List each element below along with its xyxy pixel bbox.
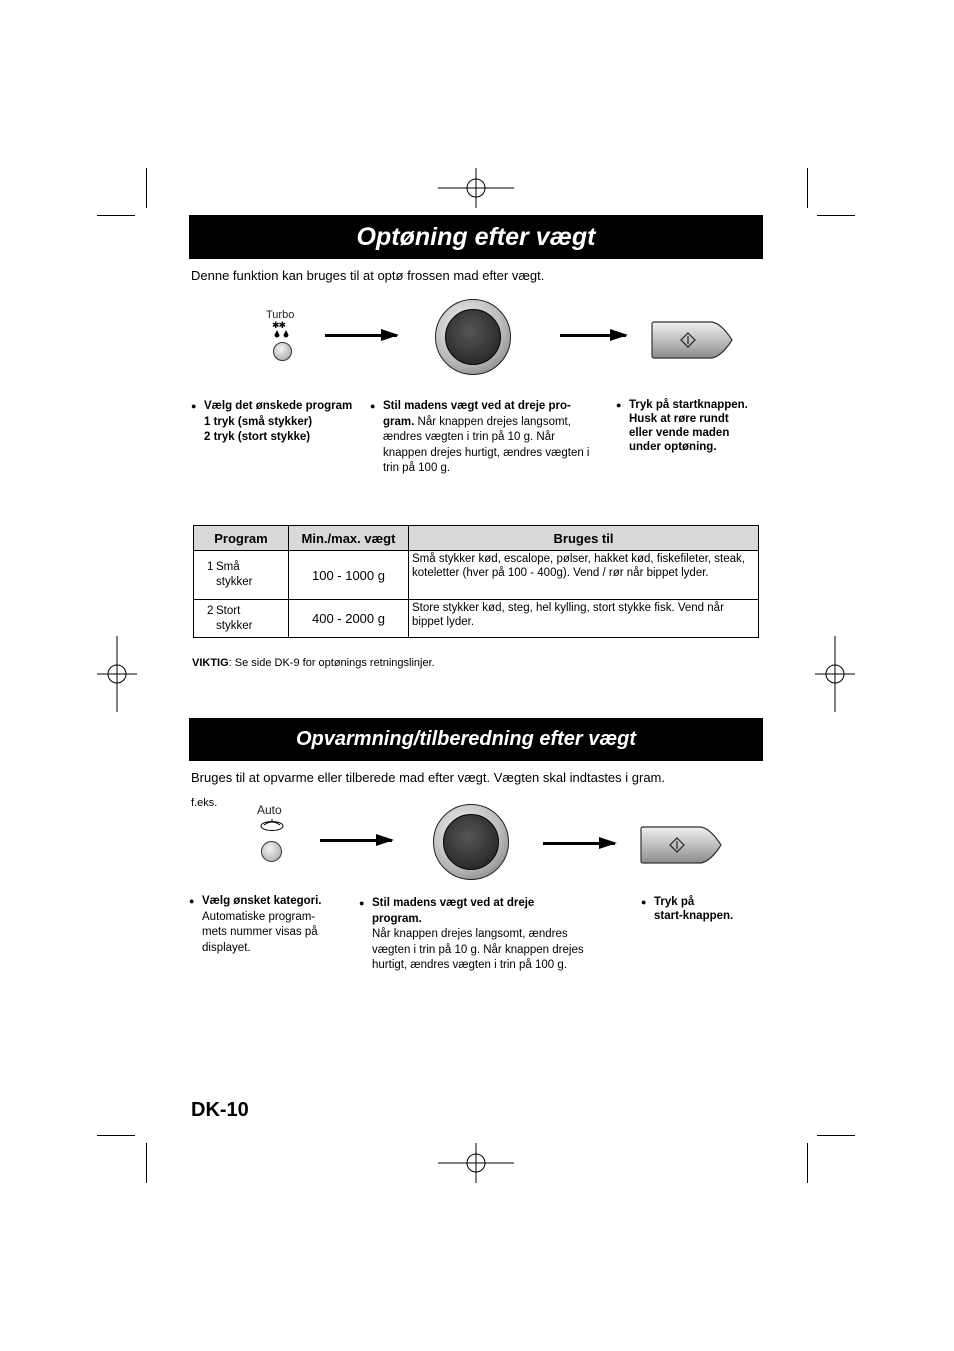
section-title-reheat: Opvarmning/tilberedning efter vægt <box>189 718 763 761</box>
crop-mark <box>97 215 135 216</box>
dial-knob <box>443 814 499 870</box>
start-button[interactable] <box>650 320 734 360</box>
registration-mark-left <box>97 636 137 712</box>
auto-label: Auto <box>257 803 282 817</box>
step-set-weight: ● Stil madens vægt ved at dreje pro- gram. Når knappen drejes langsomt, ændres vægten i trin på 10 g. Når knappen drejes hurtigt, ændres vægten i trin på 100 g. <box>370 400 590 474</box>
crop-mark <box>146 168 147 208</box>
bullet-icon: ● <box>191 401 197 411</box>
auto-button[interactable] <box>261 841 282 862</box>
registration-mark-bottom <box>438 1143 514 1183</box>
weight-range: 400 - 2000 g <box>289 600 409 638</box>
program-name: 2 Stort stykker <box>194 600 289 638</box>
table-header: Min./max. vægt <box>289 526 409 551</box>
bullet-icon: ● <box>189 896 195 906</box>
bullet-icon: ● <box>359 898 365 908</box>
step-press-start: ● Tryk på startknappen. Husk at røre rundt eller vende maden under optøning. <box>616 399 748 453</box>
intro-text: Denne funktion kan bruges til at optø frossen mad efter vægt. <box>191 268 545 283</box>
intro-text: Bruges til at opvarme eller tilberede mad efter vægt. Vægten skal indtastes i gram. <box>191 770 665 785</box>
bullet-icon: ● <box>370 401 376 411</box>
bullet-icon: ● <box>641 897 647 907</box>
dish-icon <box>259 818 285 832</box>
weight-dial[interactable] <box>433 804 509 880</box>
table-header-row <box>194 526 759 551</box>
crop-mark <box>807 1143 808 1183</box>
crop-mark <box>807 168 808 208</box>
step-set-weight: ● Stil madens vægt ved at dreje program. Når knappen drejes langsomt, ændres vægten i trin på 10 g. Når knappen drejes hurtigt, ændres vægten i trin på 100 g. <box>359 897 584 971</box>
example-label: f.eks. <box>191 797 218 809</box>
page-number: DK-10 <box>191 1099 249 1121</box>
crop-mark <box>817 1135 855 1136</box>
step-press-start: ● Tryk på start-knappen. <box>641 896 734 922</box>
table-row <box>194 600 759 638</box>
registration-mark-top <box>438 168 514 208</box>
arrow-right-icon <box>320 839 392 842</box>
drops-icon <box>274 330 290 338</box>
turbo-defrost-button[interactable] <box>273 342 292 361</box>
dial-knob <box>445 309 501 365</box>
crop-mark <box>817 215 855 216</box>
table-header: Program <box>194 526 289 551</box>
crop-mark <box>146 1143 147 1183</box>
weight-dial[interactable] <box>435 299 511 375</box>
arrow-right-icon <box>560 334 626 337</box>
bullet-icon: ● <box>616 400 622 410</box>
registration-mark-right <box>815 636 855 712</box>
important-note: VIKTIG: Se side DK-9 for optønings retningslinjer. <box>192 657 435 669</box>
weight-range: 100 - 1000 g <box>289 551 409 600</box>
step-select-program: ● Vælg det ønskede program 1 tryk (små stykker) 2 tryk (stort stykke) <box>191 400 353 443</box>
crop-mark <box>97 1135 135 1136</box>
step-select-category: ● Vælg ønsket kategori. Automatiske program- mets nummer visas på displayet. <box>189 895 322 954</box>
table-row <box>194 551 759 600</box>
program-name: 1 Små stykker <box>194 551 289 600</box>
usage-text: Små stykker kød, escalope, pølser, hakket kød, fiskefileter, steak, koteletter (hver på 100 - 400g). Vend / rør når bippet lyder. <box>409 551 759 600</box>
arrow-right-icon <box>325 334 397 337</box>
start-button[interactable] <box>639 825 723 865</box>
program-table <box>193 525 759 638</box>
section-title-defrost: Optøning efter vægt <box>189 215 763 259</box>
arrow-right-icon <box>543 842 615 845</box>
turbo-label: Turbo <box>266 309 295 321</box>
table-header: Bruges til <box>409 526 759 551</box>
snowflake-icon: ✱✱ <box>272 320 286 330</box>
usage-text: Store stykker kød, steg, hel kylling, stort stykke fisk. Vend når bippet lyder. <box>409 600 759 638</box>
